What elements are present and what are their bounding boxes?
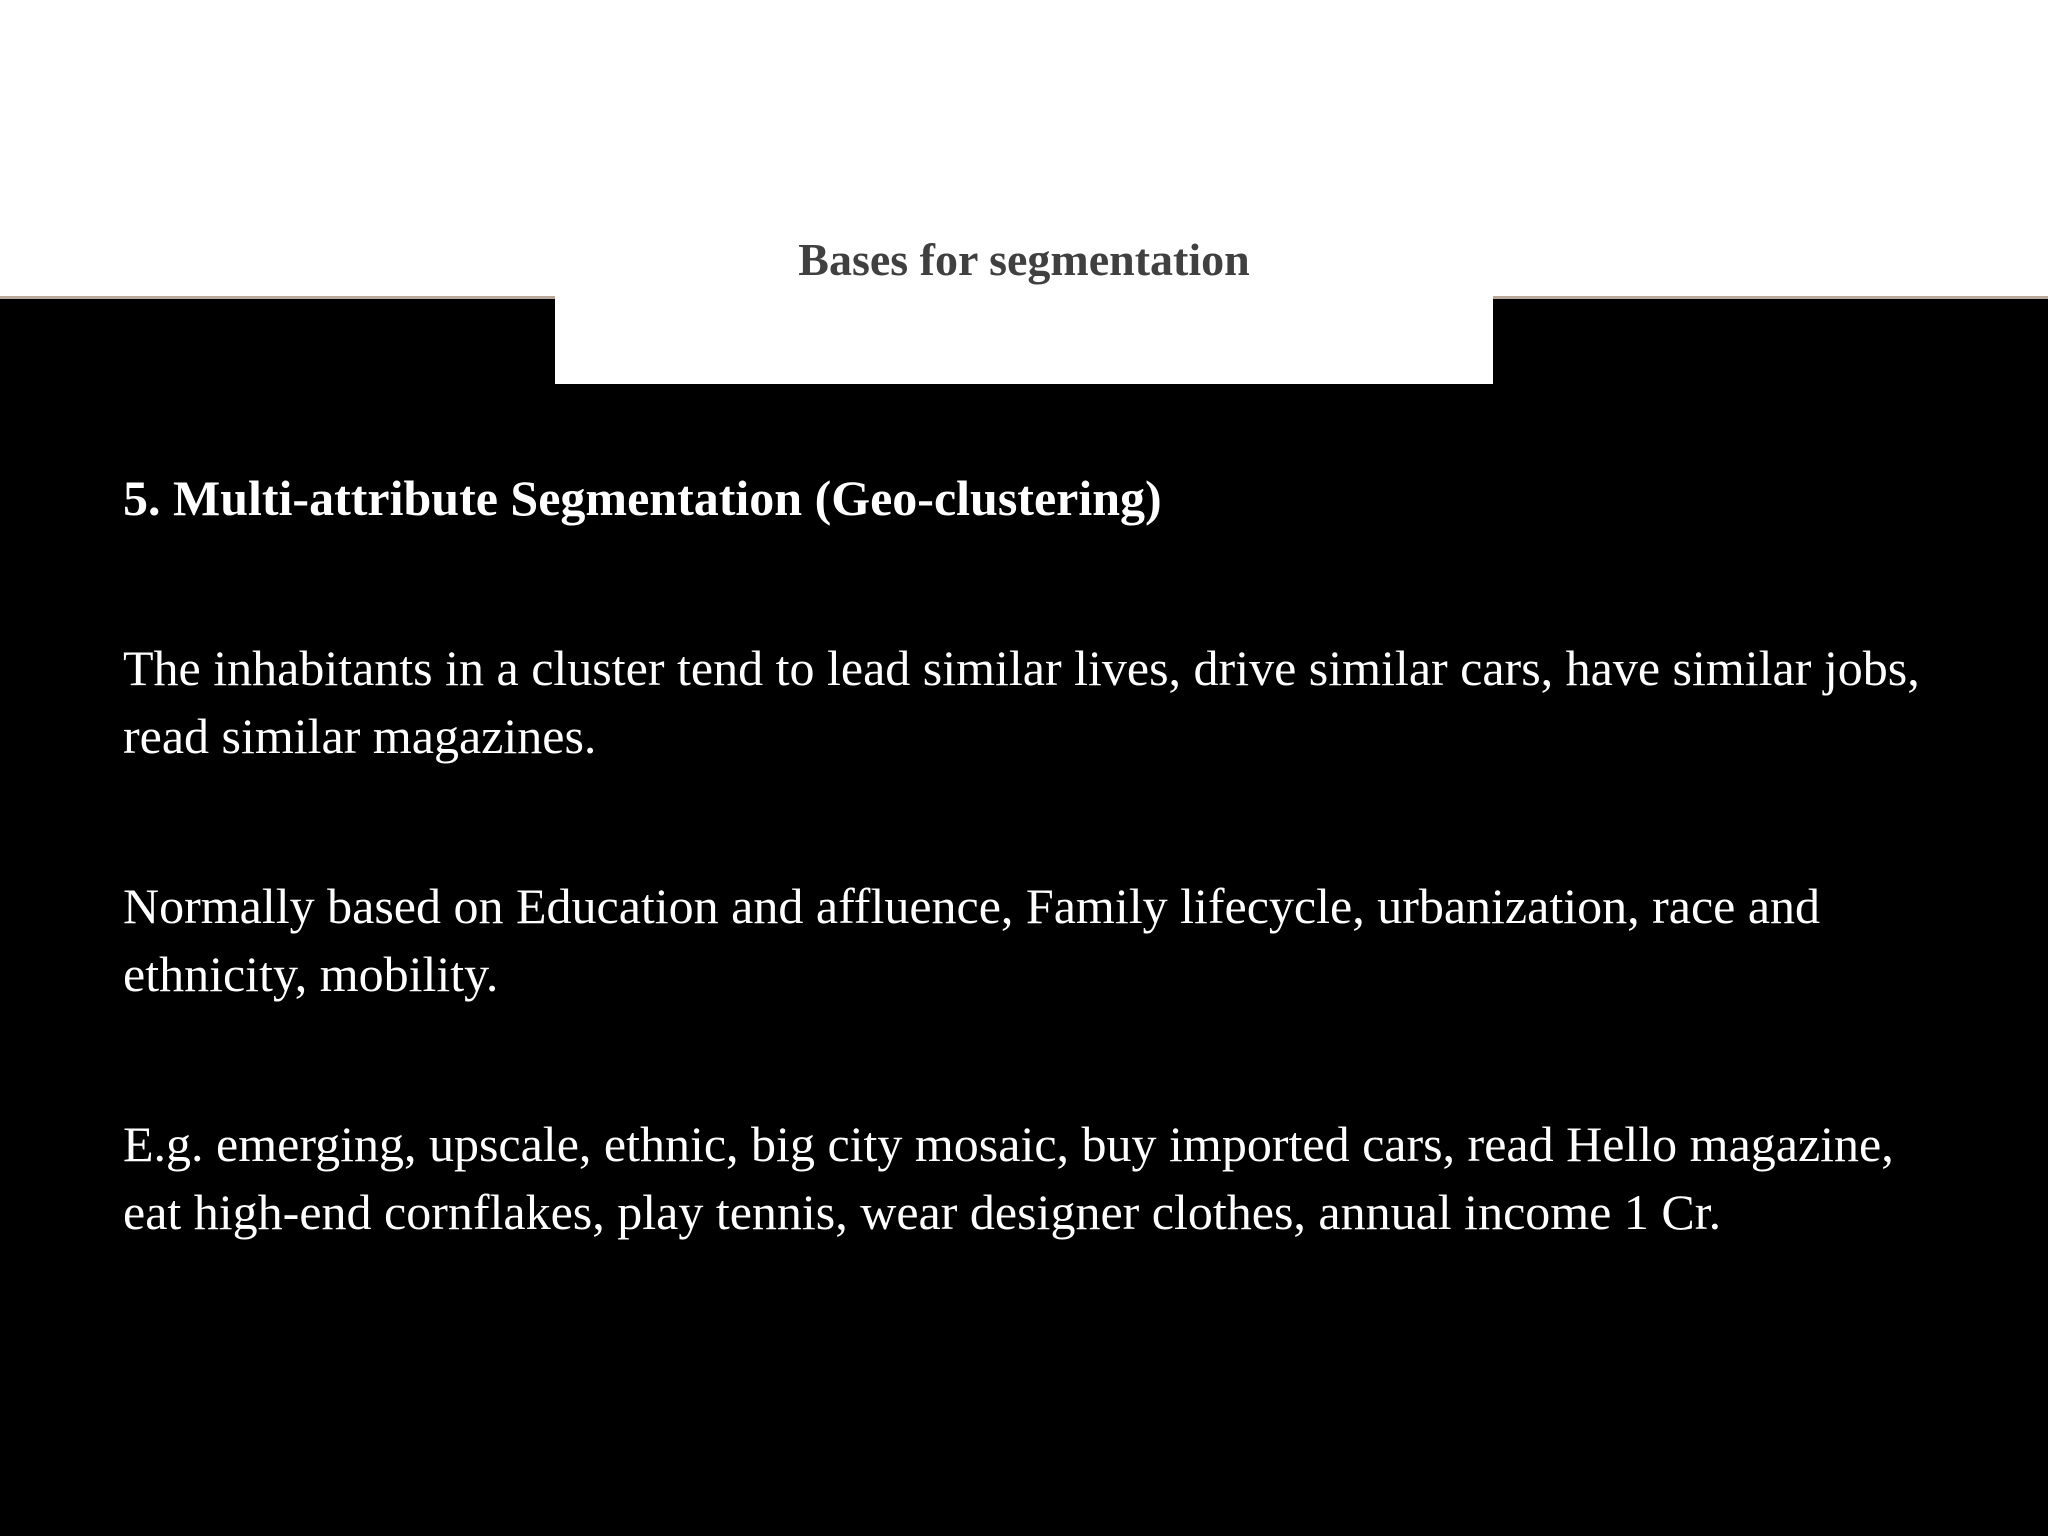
title-tab [555, 0, 1493, 384]
accent-line-right [1493, 296, 2048, 299]
paragraph-example: E.g. emerging, upscale, ethnic, big city mosaic, buy imported cars, read Hello magazine, eat high-end cornflakes, play tennis, wear designer clothes, annual income 1 Cr. [123, 1116, 1894, 1240]
section-heading: 5. Multi-attribute Segmentation (Geo-clustering) [123, 470, 1162, 526]
paragraph-basis: Normally based on Education and affluence, Family lifecycle, urbanization, race and ethnicity, mobility. [123, 878, 1821, 1002]
slide-body [123, 468, 1943, 1348]
accent-line-left [0, 296, 555, 299]
slide-title: Bases for segmentation [798, 234, 1250, 285]
paragraph-inhabitants: The inhabitants in a cluster tend to lead similar lives, drive similar cars, have similar jobs, read similar magazines. [123, 640, 1920, 764]
